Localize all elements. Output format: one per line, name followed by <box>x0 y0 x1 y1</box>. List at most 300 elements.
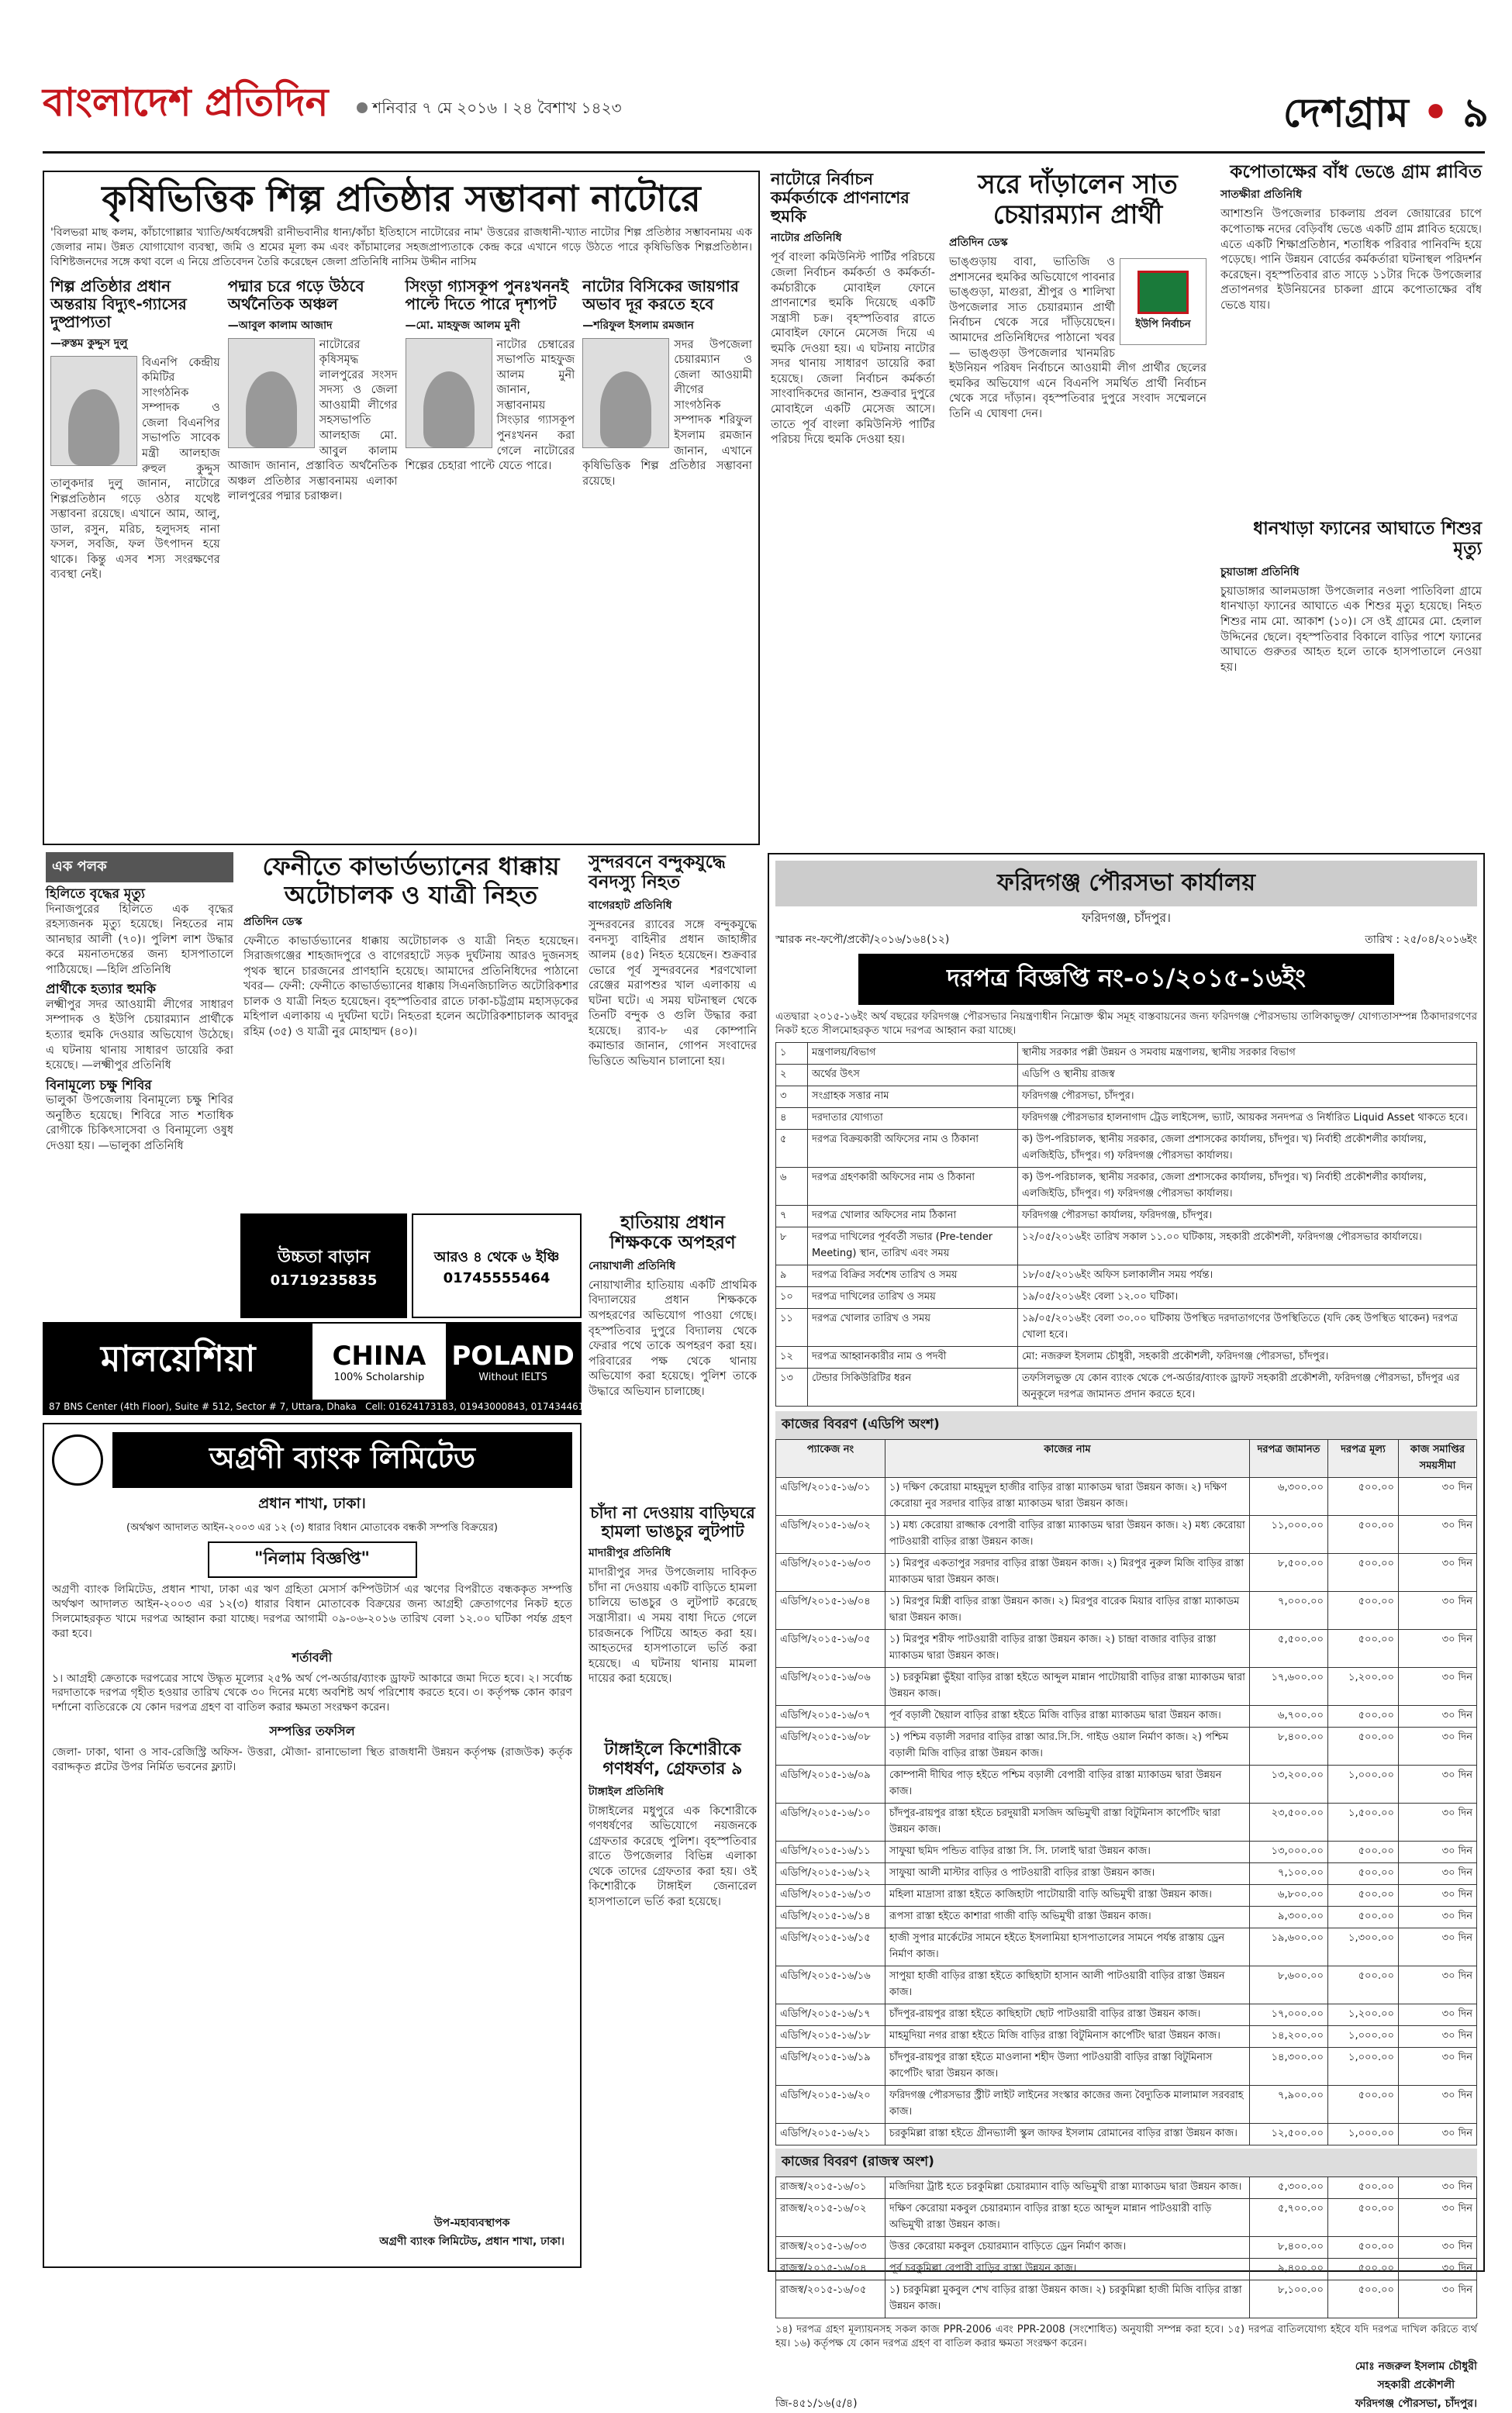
portrait-photo <box>582 338 669 448</box>
table-cell: ১,৩০০.০০ <box>1328 1928 1399 1966</box>
table-cell: চাঁদপুর-রায়পুর রাস্তা হইতে কাছিহাটা ছোট পাটওয়ারী বাড়ির রাস্তা উন্নয়ন কাজ। <box>885 2004 1250 2026</box>
table-cell: এডিপি/২০১৫-১৬/০৯ <box>776 1766 885 1804</box>
table-cell: ৫০০.০০ <box>1328 2280 1399 2318</box>
table-cell: ২৩,৫০০.০০ <box>1250 1804 1328 1842</box>
ad-address-text: 87 BNS Center (4th Floor), Suite # 512, Sector # 7, Uttara, Dhaka <box>49 1401 357 1412</box>
table-cell: ৫০০.০০ <box>1328 1907 1399 1928</box>
table-cell: ১) মিরপুর শরীফ পাটওয়ারী বাড়ির রাস্তা উন্নয়ন কাজ। ২) চান্দ্রা বাজার বাড়ির রাস্তা ম্যাকাডম দ্বারা উন্নয়ন কাজ। <box>885 1630 1250 1668</box>
table-cell: রাজস্ব/২০১৫-১৬/০৪ <box>776 2259 885 2280</box>
table-cell: ৩০ দিন <box>1399 2280 1477 2318</box>
ad-china-title: CHINA <box>332 1340 426 1372</box>
column-header: দরপত্র জামানত <box>1250 1440 1328 1478</box>
table-cell: ১৩,২০০.০০ <box>1250 1766 1328 1804</box>
rev-body <box>776 2177 1477 2318</box>
notice-title: "নিলাম বিজ্ঞপ্তি" <box>208 1541 417 1578</box>
lead-column-sub: নাটোর বিসিকের জায়গার অভাব দূর করতে হবে <box>582 276 739 313</box>
portrait-photo <box>406 338 492 448</box>
ad-cell: Cell: 01624173183, 01943000843, 01743446123 <box>365 1401 596 1412</box>
table-row <box>776 1043 1477 1065</box>
table-row <box>776 1347 1477 1369</box>
table-cell: চরকুমিল্লা রাস্তা হইতে গ্রীনভ্যালী স্কুল জাফর ইসলাম রোমানের বাড়ির রাস্তা উন্নয়ন কাজ। <box>885 2124 1250 2145</box>
table-cell: ৩০ দিন <box>1399 1863 1477 1885</box>
table-cell: ৯,৩০০.০০ <box>1250 1907 1328 1928</box>
lead-column-text: সদর উপজেলা চেয়ারম্যান ও জেলা আওয়ামী লীগের সাংগঠনিক সম্পাদক শরিফুল ইসলাম রমজান জানান, এখানে কৃষিভিত্তিক শিল্প প্রতিষ্ঠার সম্ভাবনা রয়েছে। <box>582 338 752 488</box>
table-row <box>776 1928 1477 1966</box>
article-body: নোয়াখালীর হাতিয়ায় একটি প্রাথমিক বিদ্যালয়ের প্রধান শিক্ষককে অপহরণের অভিযোগ পাওয়া গেছে। বৃহস্পতিবার দুপুরে বিদ্যালয় থেকে ফেরার পথে তাকে অপহরণ করা হয়। পরিবারের পক্ষ থেকে থানায় অভিযোগ করা হয়েছে। পুলিশ তাকে উদ্ধারে অভিযান চালাচ্ছে। <box>589 1279 757 1398</box>
table-cell: এডিপি/২০১৫-১৬/০৪ <box>776 1592 885 1630</box>
table-cell: ১) চরকুমিল্লা ভুঁইয়া বাড়ির রাস্তা হইতে আব্দুল মান্নান পাটোয়ারী বাড়ির রাস্তা ম্যাকাডম দ্বারা উন্নয়ন কাজ। <box>885 1668 1250 1706</box>
adp-label: কাজের বিবরণ (এডিপি অংশ) <box>775 1411 1477 1439</box>
table-cell: স্থানীয় সরকার পল্লী উন্নয়ন ও সমবায় মন্ত্রণালয়, স্থানীয় সরকার বিভাগ <box>1018 1043 1477 1065</box>
tender-rev-table <box>775 2177 1477 2318</box>
table-cell: এডিপি/২০১৫-১৬/১৪ <box>776 1907 885 1928</box>
table-cell: মজিদিয়া ট্রাষ্ট হতে চরকুমিল্লা চেয়ারম্যান বাড়ি অভিমুখী রাস্তা ম্যাকাডম দ্বারা উন্নয়ন কাজ। <box>885 2177 1250 2199</box>
table-cell: এডিপি/২০১৫-১৬/০৩ <box>776 1554 885 1592</box>
table-cell: ৬,৮০০.০০ <box>1250 1885 1328 1907</box>
article-byline: নাটোর প্রতিনিধি <box>771 232 842 245</box>
table-row <box>776 1706 1477 1728</box>
table-row <box>776 2237 1477 2259</box>
bullet-icon <box>357 102 368 113</box>
article-byline: মাদারীপুর প্রতিনিধি <box>589 1547 671 1560</box>
table-cell: ৩০ দিন <box>1399 1516 1477 1554</box>
table-cell: সংগ্রাহক সত্তার নাম <box>808 1086 1018 1108</box>
table-row <box>776 2004 1477 2026</box>
ad-poland <box>446 1324 580 1400</box>
table-cell: ১১ <box>776 1309 808 1347</box>
table-cell: এডিপি/২০১৫-১৬/২১ <box>776 2124 885 2145</box>
table-cell: ১) মধ্য কেরোয়া রাজ্জাক বেপারী বাড়ির রাস্তা ম্যাকাডম দ্বারা উন্নয়ন কাজ। ২) মধ্য কেরোয়া পাটওয়ারী বাড়ির রাস্তা উন্নয়ন কাজ। <box>885 1516 1250 1554</box>
table-cell: ১) পশ্চিম বড়ালী সরদার বাড়ির রাস্তা আর.সি.সি. গাইড ওয়াল নির্মাণ কাজ। ২) পশ্চিম বড়ালী মিজি বাড়ির রাস্তা উন্নয়ন কাজ। <box>885 1728 1250 1766</box>
table-cell: এডিপি/২০১৫-১৬/১৮ <box>776 2026 885 2048</box>
table-cell: এডিপি/২০১৫-১৬/০১ <box>776 1478 885 1516</box>
table-cell: ১,০০০.০০ <box>1328 2026 1399 2048</box>
table-cell: ৩০ দিন <box>1399 2237 1477 2259</box>
article-headline: টাঙ্গাইলে কিশোরীকে গণধর্ষণ, গ্রেফতার ৯ <box>602 1740 743 1780</box>
table-row <box>776 1966 1477 2004</box>
table-cell: ৩০ দিন <box>1399 2086 1477 2124</box>
schedule-title: সম্পত্তির তফসিল <box>269 1724 355 1739</box>
article-headline: ধানখাড়া ফ্যানের আঘাতে শিশুর মৃত্যু <box>1253 519 1482 560</box>
table-row <box>776 2177 1477 2199</box>
table-row <box>776 1265 1477 1287</box>
article-byline: চুয়াডাঙ্গা প্রতিনিধি <box>1220 565 1300 578</box>
table-cell: ১) চরকুমিল্লা মুকবুল শেখ বাড়ির রাস্তা উন্নয়ন কাজ। ২) চরকুমিল্লা হাজী মিজি বাড়ির রাস্তা উন্নয়ন কাজ। <box>885 2280 1250 2318</box>
tender-works-table <box>775 1439 1477 2145</box>
table-row <box>776 1369 1477 1407</box>
table-cell: ৩০ দিন <box>1399 1842 1477 1863</box>
table-cell: ৫,৫০০.০০ <box>1250 1630 1328 1668</box>
ad-china <box>312 1324 447 1400</box>
table-cell: মন্ত্রণালয়/বিভাগ <box>808 1043 1018 1065</box>
table-cell: রূপসা রাস্তা হইতে কাশারা গাজী বাড়ি অভিমুখী রাস্তা উন্নয়ন কাজ। <box>885 1907 1250 1928</box>
table-row <box>776 2259 1477 2280</box>
tender-info-body <box>776 1043 1477 1407</box>
article-byline: প্রতিদিন ডেস্ক <box>243 915 302 928</box>
table-cell: ৩০ দিন <box>1399 1928 1477 1966</box>
tender-office: ফরিদগঞ্জ পৌরসভা কার্যালয় <box>775 861 1477 906</box>
table-cell: ৩০ দিন <box>1399 2048 1477 2086</box>
section-name: দেশগ্রাম <box>1282 89 1409 136</box>
article-headline: ফেনীতে কাভার্ডভ্যানের ধাক্কায় অটোচালক ও যাত্রী নিহত <box>262 851 560 910</box>
lead-column <box>406 278 575 583</box>
schedule-body: জেলা- ঢাকা, থানা ও সাব-রেজিস্ট্রি অফিস- উত্তরা, মৌজা- রানাভোলা স্থিত রাজধানী উন্নয়ন কর্তৃপক্ষ (রাজউক) কর্তৃক বরাদ্দকৃত প্লটের উপর নির্মিত ভবনের ফ্ল্যাট। <box>52 1746 572 1774</box>
table-cell: ১) মিরপুর একতাপুর সরদার বাড়ির রাস্তা উন্নয়ন কাজ। ২) মিরপুর নুরুল মিজি বাড়ির রাস্তা ম্যাকাডম দ্বারা উন্নয়ন কাজ। <box>885 1554 1250 1592</box>
masthead-rule <box>43 151 1485 154</box>
table-cell: রাজস্ব/২০১৫-১৬/০২ <box>776 2199 885 2237</box>
column-header: দরপত্র মূল্য <box>1328 1440 1399 1478</box>
brief-headline: হিলিতে বৃদ্ধের মৃত্যু <box>46 886 145 902</box>
table-cell: দরপত্র বিক্রির সর্বশেষ তারিখ ও সময় <box>808 1265 1018 1287</box>
signature-title: সহকারী প্রকৌশলী <box>1377 2378 1455 2391</box>
ad-phone: 01719235835 <box>270 1272 378 1289</box>
article-headline: কপোতাক্ষের বাঁধ ভেঙে গ্রাম প্লাবিত <box>1230 162 1482 182</box>
table-cell: এডিপি/২০১৫-১৬/১০ <box>776 1804 885 1842</box>
works-head <box>776 1440 1477 1478</box>
table-cell: ক) উপ-পরিচালক, স্থানীয় সরকার, জেলা প্রশাসকের কার্যালয়, চাঁদপুর। খ) নির্বাহী প্রকৌশলীর কার্যালয়, এলজিইডি, চাঁদপুর। গ) ফরিদগঞ্জ পৌরসভা কার্যালয়। <box>1018 1168 1477 1206</box>
table-cell: ১ <box>776 1043 808 1065</box>
table-row <box>776 1086 1477 1108</box>
table-cell: ৩০ দিন <box>1399 2259 1477 2280</box>
lead-column <box>50 278 220 583</box>
table-cell: দরপত্র আহ্বানকারীর নাম ও পদবী <box>808 1347 1018 1369</box>
lead-column <box>228 278 398 583</box>
works-body <box>776 1478 1477 2145</box>
tender-office-sub: ফরিদগঞ্জ, চাঁদপুর। <box>1082 910 1171 925</box>
table-cell: ৫০০.০০ <box>1328 2086 1399 2124</box>
table-cell: ৮,১০০.০০ <box>1250 2280 1328 2318</box>
table-cell: মো: নজরুল ইসলাম চৌধুরী, সহকারী প্রকৌশলী, ফরিদগঞ্জ পৌরসভা, চাঁদপুর। <box>1018 1347 1477 1369</box>
table-cell: ৫০০.০০ <box>1328 1630 1399 1668</box>
table-row <box>776 1065 1477 1086</box>
ek-polok-title: এক পলক <box>46 852 233 882</box>
table-cell: টেন্ডার সিকিউরিটির ধরন <box>808 1369 1018 1407</box>
table-cell: এডিপি/২০১৫-১৬/১৫ <box>776 1928 885 1966</box>
table-cell: ১৪,৩০০.০০ <box>1250 2048 1328 2086</box>
table-cell: ৬,৩০০.০০ <box>1250 1478 1328 1516</box>
article-body: পূর্ব বাংলা কমিউনিস্ট পার্টির পরিচয়ে জেলা নির্বাচন কর্মকর্তা ও কর্মকর্তা-কর্মচারীকে মোবাইল ফোনে প্রাণনাশের হুমকি দিয়েছে একটি সন্ত্রাসী চক্র। বৃহস্পতিবার রাতে মোবাইল ফোনে মেসেজ দিয়ে এ হুমকি দেওয়া হয়। এ ঘটনায় নাটোর সদর থানায় সাধারণ ডায়েরি করা হয়েছে। জেলা নির্বাচন কর্মকর্তা সাংবাদিকদের জানান, শুক্রবার দুপুরে মোবাইলে একটি মেসেজ আসে। তাতে পূর্ব বাংলা কমিউনিস্ট পার্টির পরিচয় দিয়ে হুমকি দেওয়া হয়। <box>771 251 935 447</box>
article-headline: চাঁদা না দেওয়ায় বাড়িঘরে হামলা ভাঙচুর লুটপাট <box>590 1503 755 1541</box>
table-cell: রাজস্ব/২০১৫-১৬/০৩ <box>776 2237 885 2259</box>
article-body: টাঙ্গাইলের মধুপুরে এক কিশোরীকে গণধর্ষণের অভিযোগে নয়জনকে গ্রেফতার করেছে পুলিশ। বৃহস্পতিবার রাতে উপজেলার বিভিন্ন এলাকা থেকে তাদের গ্রেফতার করা হয়। ওই কিশোরীকে টাঙ্গাইল জেনারেল হাসপাতালে ভর্তি করা হয়েছে। <box>589 1804 757 1908</box>
tender-title: দরপত্র বিজ্ঞপ্তি নং-০১/২০১৫-১৬ইং <box>858 954 1394 1005</box>
table-cell: ৫০০.০০ <box>1328 2237 1399 2259</box>
signature-name: মোঃ নজরুল ইসলাম চৌধুরী <box>1355 2359 1477 2373</box>
table-cell: ৭ <box>776 1206 808 1227</box>
table-row <box>776 1907 1477 1928</box>
badge-label: ইউপি নির্বাচন <box>1135 318 1191 330</box>
ek-polok-box <box>43 849 236 1314</box>
table-row <box>776 2026 1477 2048</box>
agrani-bank-notice <box>43 1423 582 2268</box>
table-row <box>776 1108 1477 1130</box>
table-cell: ৫০০.০০ <box>1328 2199 1399 2237</box>
table-header-row <box>776 1440 1477 1478</box>
article-byline: টাঙ্গাইল প্রতিনিধি <box>589 1785 664 1798</box>
table-cell: ১৭,০০০.০০ <box>1250 2004 1328 2026</box>
table-cell: ৬ <box>776 1168 808 1206</box>
tender-memo-row <box>775 930 1477 949</box>
table-cell: ৩০ দিন <box>1399 1706 1477 1728</box>
table-cell: সাফুয়া ছমিদ পন্ডিত বাড়ির রাস্তা সি. সি. ঢালাই দ্বারা উন্নয়ন কাজ। <box>885 1842 1250 1863</box>
table-cell: ফরিদগঞ্জ পৌরসভার হালনাগাদ ট্রেড লাইসেন্স, ভ্যাট, আয়কর সনদপত্র ও নির্ধারিত Liquid Asset থাকতে হবে। <box>1018 1108 1477 1130</box>
article-body: মাদারীপুর সদর উপজেলায় দাবিকৃত চাঁদা না দেওয়ায় একটি বাড়িতে হামলা চালিয়ে ভাঙচুর ও লুটপাট করেছে সন্ত্রাসীরা। এ সময় বাধা দিতে গেলে চারজনকে পিটিয়ে আহত করা হয়। আহতদের হাসপাতালে ভর্তি করা হয়েছে। এ ঘটনায় থানায় মামলা দায়ের করা হয়েছে। <box>589 1566 757 1686</box>
table-row <box>776 1206 1477 1227</box>
notice-body: অগ্রণী ব্যাংক লিমিটেড, প্রধান শাখা, ঢাকা এর ঋণ গ্রহিতা মেসার্স কম্পিউটার্স এর ঋণের বিপরীতে বন্ধককৃত সম্পত্তি অর্থঋণ আদালত আইন-২০০৩ এর ১২(৩) ধারার বিধান মোতাবেক বিক্রয়ের জন্য আগ্রহী ক্রেতাগণের নিকট হতে সিলমোহরকৃত খামে দরপত্র আহ্বান করা যাচ্ছে। দরপত্র আগামী ০৯-০৬-২০১৬ তারিখ বেলা ১২.০০ ঘটিকা পর্যন্ত গ্রহণ করা হবে। <box>52 1583 572 1640</box>
table-row <box>776 2048 1477 2086</box>
table-cell: এডিপি/২০১৫-১৬/০৭ <box>776 1706 885 1728</box>
table-cell: ৩০ দিন <box>1399 2004 1477 2026</box>
article-fan-death <box>1217 516 1485 849</box>
table-cell: ১,২০০.০০ <box>1328 1668 1399 1706</box>
column-header: কাজ সমাপ্তির সময়সীমা <box>1399 1440 1477 1478</box>
table-cell: ১৩ <box>776 1369 808 1407</box>
bullet-icon: • <box>1422 89 1449 136</box>
table-cell: এডিপি/২০১৫-১৬/১২ <box>776 1863 885 1885</box>
table-cell: ৩০ দিন <box>1399 1668 1477 1706</box>
tender-notice <box>768 853 1485 2410</box>
table-row <box>776 1287 1477 1309</box>
table-cell: ১২/০৫/২০১৬ইং তারিখ সকাল ১১.০০ ঘটিকায়, সহকারী প্রকৌশলী, ফরিদগঞ্জ পৌরসভার কার্যালয়ে। <box>1018 1227 1477 1265</box>
brief-text: দিনাজপুরের হিলিতে এক বৃদ্ধের রহস্যজনক মৃত্যু হয়েছে। নিহতের নাম আনছার আলী (৭০)। পুলিশ লাশ উদ্ধার করে ময়নাতদন্তের জন্য হাসপাতালে পাঠিয়েছে। —হিলি প্রতিনিধি <box>46 903 233 976</box>
table-cell: ১২ <box>776 1347 808 1369</box>
table-cell: এডিপি/২০১৫-১৬/১১ <box>776 1842 885 1863</box>
table-cell: ৩০ দিন <box>1399 1554 1477 1592</box>
table-cell: ফরিদগঞ্জ পৌরসভার স্ট্রীট লাইট লাইনের সংস্কার কাজের জন্য বৈদ্যুতিক মালামাল সরবরাহ কাজ। <box>885 2086 1250 2124</box>
table-cell: অর্থের উৎস <box>808 1065 1018 1086</box>
table-row <box>776 1554 1477 1592</box>
terms-title: শর্তাবলী <box>292 1649 333 1665</box>
table-cell: ১৯/০৫/২০১৬ইং বেলা ৩০.০০ ঘটিকায় উপস্থিত দরদাতাগণের উপস্থিতিতে (যদি কেহ উপস্থিত থাকেন) দরপত্র খোলা হবে। <box>1018 1309 1477 1347</box>
table-cell: সাপুয়া হাজী বাড়ির রাস্তা হইতে কাছিহাটা হাসান আলী পাটওয়ারী বাড়ির রাস্তা উন্নয়ন কাজ। <box>885 1966 1250 2004</box>
table-cell: ৫০০.০০ <box>1328 1554 1399 1592</box>
table-cell: ৩০ দিন <box>1399 1966 1477 2004</box>
table-cell: ৩ <box>776 1086 808 1108</box>
article-byline: প্রতিদিন ডেস্ক <box>949 236 1008 250</box>
table-cell: ৩০ দিন <box>1399 1885 1477 1907</box>
signature-office: অগ্রণী ব্যাংক লিমিটেড, প্রধান শাখা, ঢাকা। <box>379 2235 564 2248</box>
table-cell: ২ <box>776 1065 808 1086</box>
table-row <box>776 1309 1477 1347</box>
article-byline: সাতক্ষীরা প্রতিনিধি <box>1220 188 1302 202</box>
masthead-logo: বাংলাদেশ প্রতিদিন <box>43 79 329 125</box>
lead-column-byline: —শরিফুল ইসলাম রমজান <box>582 319 694 332</box>
ballot-box-graphic <box>1120 258 1206 345</box>
table-cell: ১) মিরপুর মিস্ত্রী বাড়ির রাস্তা উন্নয়ন কাজ। ২) মিরপুর বারেক মিয়ার বাড়ির রাস্তা ম্যাকাডম দ্বারা উন্নয়ন কাজ। <box>885 1592 1250 1630</box>
tender-notes: ১৪) দরপত্র গ্রহণ মূল্যায়নসহ সকল কাজ PPR-2006 এবং PPR-2008 (সংশোধিত) অনুযায়ী সম্পন্ন করা হবে। ১৫) দরপত্র বাতিলযোগ্য হইবে যদি দরপত্র দাখিল করিতে ব্যর্থ হয়। ১৬) কর্তৃপক্ষ যে কোন দরপত্র গ্রহণ বা বাতিল করার ক্ষমতা সংরক্ষণ করেন। <box>775 2324 1477 2349</box>
table-cell: ৫০০.০০ <box>1328 1728 1399 1766</box>
table-cell: ৫০০.০০ <box>1328 1863 1399 1885</box>
lead-headline: কৃষিভিত্তিক শিল্প প্রতিষ্ঠার সম্ভাবনা নাটোরে <box>102 178 701 219</box>
table-cell: ৫০০.০০ <box>1328 1592 1399 1630</box>
bank-title: অগ্রণী ব্যাংক লিমিটেড <box>112 1432 572 1488</box>
terms-body: ১। আগ্রহী ক্রেতাকে দরপত্রের সাথে উদ্ধৃত মূল্যের ২৫% অর্থ পে-অর্ডার/ব্যাংক ড্রাফট আকারে জমা দিতে হবে। ২। সর্বোচ্চ দরদাতাকে দরপত্র গৃহীত হওয়ার তারিখ থেকে ৩০ দিনের মধ্যে অবশিষ্ট অর্থ পরিশোধ করতে হবে। ৩। কর্তৃপক্ষ কোন কারণ দর্শানো ব্যতিরেকে যে কোন দরপত্র গ্রহণ বা বাতিল করার ক্ষমতা সংরক্ষণ করেন। <box>52 1672 572 1714</box>
classified-ads-row <box>240 1213 582 1318</box>
table-cell: রাজস্ব/২০১৫-১৬/০১ <box>776 2177 885 2199</box>
table-cell: ৮,৫০০.০০ <box>1250 1554 1328 1592</box>
table-row <box>776 2280 1477 2318</box>
brief-headline: বিনামূল্যে চক্ষু শিবির <box>46 1077 152 1093</box>
ad-study-abroad <box>43 1322 596 1415</box>
notice-signature <box>379 2214 564 2251</box>
issue-date: ৭ মে ২০১৬ । ২৪ বৈশাখ ১৪২৩ <box>422 98 622 117</box>
signature-title: উপ-মহাব্যবস্থাপক <box>433 2217 510 2229</box>
issue-day: শনিবার <box>372 98 417 117</box>
table-row <box>776 1130 1477 1168</box>
table-cell: ১৯/০৫/২০১৬ইং বেলা ১২.০০ ঘটিকা। <box>1018 1287 1477 1309</box>
ad-height <box>240 1213 407 1318</box>
lead-column <box>582 278 752 583</box>
table-cell: ৭,০০০.০০ <box>1250 1592 1328 1630</box>
table-row <box>776 1168 1477 1206</box>
table-cell: দক্ষিণ কেরোয়া মকবুল চেয়ারম্যান বাড়ির রাস্তা হতে আব্দুল মান্নান পাটওয়ারী বাড়ি অভিমুখী রাস্তা উন্নয়ন কাজ। <box>885 2199 1250 2237</box>
lead-column-byline: —রুস্তম কুদ্দুস দুলু <box>50 337 128 350</box>
table-cell: ৩০ দিন <box>1399 1907 1477 1928</box>
table-cell: এডিপি/২০১৫-১৬/০৮ <box>776 1728 885 1766</box>
table-cell: ৫০০.০০ <box>1328 2259 1399 2280</box>
lead-intro: 'বিলভরা মাছ কলম, কাঁচাগোল্লার খ্যাতি/অর্ধবঙ্গেশ্বরী রানীভবানীর ধান্য/কাঁচা ইতিহাসে নাটোরের নাম' উত্তরের রাজধানী-খ্যাত নাটোর শিল্প প্রতিষ্ঠার সম্ভাবনাময় এক জেলার নাম। উন্নত যোগাযোগ ব্যবস্থা, জমি ও শ্রমের মূল্য কম এবং কাঁচামালের সহজপ্রাপ্যতাকে কেন্দ্র করে এখানে গড়ে উঠতে পারে কৃষিভিত্তিক শিল্পপ্রতিষ্ঠান। বিশিষ্টজনদের সঙ্গে কথা বলে এ নিয়ে প্রতিবেদন তৈরি করেছেন জেলা প্রতিনিধি নাসিম উদ্দীন নাসিম <box>50 226 752 268</box>
lead-story <box>43 171 760 845</box>
brief-headline: প্রার্থীকে হত্যার হুমকি <box>46 982 157 998</box>
table-row <box>776 1478 1477 1516</box>
table-cell: উত্তর কেরোয়া মকবুল চেয়ারম্যান বাড়িতে ড্রেন নির্মাণ কাজ। <box>885 2237 1250 2259</box>
lead-column-sub: শিল্প প্রতিষ্ঠার প্রধান অন্তরায় বিদ্যুৎ-গ্যাসের দুষ্প্রাপ্যতা <box>50 276 187 331</box>
article-hatiya <box>585 1210 760 1496</box>
tender-signature <box>1355 2357 1477 2413</box>
table-cell: ৩০ দিন <box>1399 1592 1477 1630</box>
lead-column-byline: —মো. মাহফুজ আলম মুনী <box>405 319 520 332</box>
ad-china-sub: 100% Scholarship <box>333 1371 425 1383</box>
table-cell: ৫,৩০০.০০ <box>1250 2177 1328 2199</box>
tender-footer <box>775 2357 1477 2413</box>
table-cell: এডিপি/২০১৫-১৬/০৫ <box>776 1630 885 1668</box>
lead-columns <box>50 278 752 583</box>
table-cell: ৩০ দিন <box>1399 1478 1477 1516</box>
article-body: চুয়াডাঙ্গার আলমডাঙ্গা উপজেলার নওলা পাতিবিলা গ্রামে ধানখাড়া ফ্যানের আঘাতে এক শিশুর মৃত্যু হয়েছে। নিহত শিশুর নাম মো. আকাশ (১০)। সে ওই গ্রামের মো. হেলাল উদ্দিনের ছেলে। বৃহস্পতিবার বিকালে বাড়ির পাশে ফ্যানের আঘাতে গুরুতর আহত হলে তাকে হাসপাতালে নেওয়া হয়। <box>1220 585 1482 674</box>
ad-poland-title: POLAND <box>451 1340 575 1372</box>
table-cell: ৪ <box>776 1108 808 1130</box>
ballot-box-icon <box>1137 271 1189 314</box>
ad-address <box>44 1400 596 1414</box>
table-row <box>776 1842 1477 1863</box>
table-cell: ৫০০.০০ <box>1328 2177 1399 2199</box>
table-cell: এডিপি/২০১৫-১৬/০৬ <box>776 1668 885 1706</box>
article-sundarban <box>585 849 760 1206</box>
bank-header <box>52 1432 572 1488</box>
ad-title: আরও ৪ থেকে ৬ ইঞ্চি <box>433 1248 560 1265</box>
table-cell: ৩০ দিন <box>1399 2026 1477 2048</box>
lead-column-byline: —আবুল কালাম আজাদ <box>227 319 333 332</box>
issue-meta <box>357 97 822 128</box>
tender-memo: স্মারক নং-ফপৌ/প্রকৌ/২০১৬/১৬৪(১২) <box>775 934 950 946</box>
portrait-photo <box>50 356 137 466</box>
table-cell: ৮,৬০০.০০ <box>1250 1966 1328 2004</box>
table-cell: সাফুয়া আলী মাস্টার বাড়ির ও পাটওয়ারী বাড়ির রাস্তা উন্নয়ন কাজ। <box>885 1863 1250 1885</box>
article-tangail <box>585 1737 760 2272</box>
brief-text: ভালুকা উপজেলায় বিনামূল্যে চক্ষু শিবির অনুষ্ঠিত হয়েছে। শিবিরে সাত শতাধিক রোগীকে চিকিৎসাসেবা ও বিনামূল্যে ওষুধ দেওয়া হয়। —ভালুকা প্রতিনিধি <box>46 1094 233 1152</box>
lead-column-text: বিএনপি কেন্দ্রীয় কমিটির সাংগঠনিক সম্পাদক ও জেলা বিএনপির সভাপতি সাবেক মন্ত্রী আলহাজ রুহুল কুদ্দুস তালুকদার দুলু জানান, নাটোরে শিল্পপ্রতিষ্ঠান গড়ে ওঠার যথেষ্ট সম্ভাবনা রয়েছে। এখানে আম, আলু, ডাল, রসুন, মরিচ, হলুদসহ নানা ফসল, সবজি, ফল উৎপাদন হয়ে থাকে। কিন্তু এসব শস্য সংরক্ষণের ব্যবস্থা নেই। <box>50 356 220 582</box>
table-cell: চাঁদপুর-রায়পুর রাস্তা হইতে চরদুয়ারী মসজিদ অভিমুখী রাস্তা বিটুমিনাস কার্পেটিং দ্বারা উন্নয়ন কাজ। <box>885 1804 1250 1842</box>
table-cell: ফরিদগঞ্জ পৌরসভা কার্যালয়, ফরিদগঞ্জ, চাঁদপুর। <box>1018 1206 1477 1227</box>
table-cell: ৭,১০০.০০ <box>1250 1863 1328 1885</box>
article-body: আশাশুনি উপজেলার চাকলায় প্রবল জোয়ারের চাপে কপোতাক্ষ নদের বেড়িবাঁধ ভেঙে একটি গ্রাম প্লাবিত হয়েছে। এতে একটি শিক্ষাপ্রতিষ্ঠান, শতাধিক পরিবার পানিবন্দি হয়ে পড়েছে। পানি উন্নয়ন বোর্ডের কর্মকর্তারা ঘটনাস্থল পরিদর্শন করেছেন। বৃহস্পতিবার রাত সাড়ে ১১টার দিকে উপজেলার প্রতাপনগর ইউনিয়নের চাকলা গ্রামে কপোতাক্ষের বাঁধ ভেঙে যায়। <box>1220 208 1482 312</box>
table-cell: ৩০ দিন <box>1399 2177 1477 2199</box>
table-cell: ৮,৪০০.০০ <box>1250 2237 1328 2259</box>
table-cell: ৩০ দিন <box>1399 1804 1477 1842</box>
table-cell: ১৯,৬০০.০০ <box>1250 1928 1328 1966</box>
article-natore-threat <box>768 167 938 849</box>
table-row <box>776 2086 1477 2124</box>
table-cell: ১৭,৬০০.০০ <box>1250 1668 1328 1706</box>
column-header: প্যাকেজ নং <box>776 1440 885 1478</box>
table-cell: মাহমুদিয়া নগর রাস্তা হইতে মিজি বাড়ির রাস্তা বিটুমিনাস কার্পেটিং দ্বারা উন্নয়ন কাজ। <box>885 2026 1250 2048</box>
table-cell: ৮,৪০০.০০ <box>1250 1728 1328 1766</box>
lead-column-text: নাটোর চেম্বারের সভাপতি মাহফুজ আলম মুনী জানান, সম্ভাবনাময় সিংড়ার গ্যাসকূপ পুনঃখনন করা গেলে নাটোরের শিল্পের চেহারা পাল্টে যেতে পারে। <box>405 338 575 473</box>
article-body: ভাঙ্গুড়ায় বাবা, ভাতিজি ও প্রশাসনের হুমকির অভিযোগে পাবনার ভাঙ্গুড়া, মাগুরা, শ্রীপুর ও শালিখা উপজেলার সাত চেয়ারম্যান প্রার্থী নির্বাচন থেকে সরে দাঁড়িয়েছেন। আমাদের প্রতিনিধিদের পাঠানো খবর— ভাঙ্গুড়া উপজেলার খানমরিচ ইউনিয়ন পরিষদ নির্বাচনে আওয়ামী লীগ প্রার্থীর ছেলের হুমকির অভিযোগ এনে বিএনপি সমর্থিত প্রার্থী নির্বাচন থেকে সরে দাঁড়ান। বৃহস্পতিবার দুপুরে সংবাদ সম্মেলনে তিনি এ ঘোষণা দেন। <box>949 256 1206 420</box>
table-cell: দরদাতার যোগ্যতা <box>808 1108 1018 1130</box>
table-cell: দরপত্র বিক্রয়কারী অফিসের নাম ও ঠিকানা <box>808 1130 1018 1168</box>
table-cell: ৩০ দিন <box>1399 1630 1477 1668</box>
bank-branch: প্রধান শাখা, ঢাকা। <box>258 1495 366 1512</box>
article-body: ফেনীতে কাভার্ডভ্যানের ধাক্কায় অটোচালক ও যাত্রী নিহত হয়েছেন। সিরাজগঞ্জের শাহজাদপুরে ও বাগেরহাটে সড়ক দুর্ঘটনায় আরও দুজনসহ পৃথক স্থানে চারজনের প্রাণহানি হয়েছে। আমাদের প্রতিনিধিদের পাঠানো খবর— ফেনী: ফেনীতে কাভার্ডভ্যানের ধাক্কায় সিএনজিচালিত অটোরিকশার চালক ও যাত্রী নিহত হয়েছেন। বৃহস্পতিবার রাতে ঢাকা-চট্টগ্রাম মহাসড়কের মহিপাল এলাকায় এ দুর্ঘটনা ঘটে। নিহতরা হলেন অটোরিকশাচালক আবদুর রহিম (৩৫) ও যাত্রী নুর মোহাম্মদ (৪০)। <box>243 934 578 1038</box>
table-cell: ১৩,০০০.০০ <box>1250 1842 1328 1863</box>
table-cell: ৫০০.০০ <box>1328 1842 1399 1863</box>
table-cell: ১২,৫০০.০০ <box>1250 2124 1328 2145</box>
article-seven-candidates <box>946 167 1210 849</box>
table-cell: ৫০০.০০ <box>1328 1966 1399 2004</box>
table-cell: ৩০ দিন <box>1399 1728 1477 1766</box>
table-cell: পূর্ব বড়ালী ছৈয়াল বাড়ির রাস্তা হইতে মিজি বাড়ির রাস্তা ম্যাকাডম দ্বারা উন্নয়ন কাজ। <box>885 1706 1250 1728</box>
table-row <box>776 1728 1477 1766</box>
table-cell: তফসিলভুক্ত যে কোন ব্যাংক থেকে পে-অর্ডার/ব্যাংক ড্রাফট সহকারী প্রকৌশলী, ফরিদগঞ্জ পৌরসভা, চাঁদপুর এর অনুকূলে দরপত্র জামানত প্রদান করতে হবে। <box>1018 1369 1477 1407</box>
table-cell: ১১,০০০.০০ <box>1250 1516 1328 1554</box>
lead-column-sub: সিংড়া গ্যাসকূপ পুনঃখননই পাল্টে দিতে পারে দৃশ্যপট <box>405 276 569 313</box>
table-cell: এডিপি/২০১৫-১৬/১৩ <box>776 1885 885 1907</box>
article-byline: নোয়াখালী প্রতিনিধি <box>589 1259 676 1272</box>
table-cell: ৩০ দিন <box>1399 2124 1477 2145</box>
section-header <box>1210 81 1489 143</box>
table-cell: ১) দক্ষিণ কেরোয়া মাহমুদুল হাজীর বাড়ির রাস্তা ম্যাকাডম দ্বারা উন্নয়ন কাজ। ২) দক্ষিণ কেরোয়া নুর সরদার বাড়ির রাস্তা ম্যাকাডম দ্বারা উন্নয়ন কাজ। <box>885 1478 1250 1516</box>
table-row <box>776 1804 1477 1842</box>
table-row <box>776 1516 1477 1554</box>
ad-height-2 <box>412 1213 582 1318</box>
tender-intro: এতদ্বারা ২০১৫-১৬ইং অর্থ বছরের ফরিদগঞ্জ পৌরসভার নিয়ন্ত্রণাধীন নিম্নোক্ত স্কীম সমূহ বাস্তবায়নের জন্য ফরিদগঞ্জ পৌরসভায় তালিকাভুক্ত/ যোগ্যতাসম্পন্ন ঠিকাদারগণের নিকট হতে সীলমোহরকৃত খামে দরপত্র আহ্বান করা যাচ্ছে। <box>775 1010 1477 1037</box>
table-cell: এডিপি/২০১৫-১৬/০২ <box>776 1516 885 1554</box>
tender-date: তারিখ : ২৫/০৪/২০১৬ইং <box>1365 934 1477 946</box>
table-cell: ৩০ দিন <box>1399 2199 1477 2237</box>
article-chanda <box>585 1500 760 1733</box>
bank-act: (অর্থঋণ আদালত আইন-২০০৩ এর ১২ (৩) ধারার বিধান মোতাবেক বন্ধকী সম্পত্তি বিক্রয়ের) <box>126 1522 498 1534</box>
ad-poland-sub: Without IELTS <box>478 1371 547 1383</box>
table-cell: ৩০ দিন <box>1399 1766 1477 1804</box>
article-headline: সরে দাঁড়ালেন সাত চেয়ারম্যান প্রার্থী <box>978 169 1178 231</box>
table-cell: কোম্পানী দীঘির পাড় হইতে পশ্চিম বড়ালী বেপারী বাড়ির রাস্তা ম্যাকাডম দ্বারা উন্নয়ন কাজ। <box>885 1766 1250 1804</box>
page-number: ৯ <box>1462 89 1489 136</box>
table-cell: ১,২০০.০০ <box>1328 2004 1399 2026</box>
article-kopotaksha <box>1217 159 1485 516</box>
table-row <box>776 2124 1477 2145</box>
table-cell: ৫০০.০০ <box>1328 1885 1399 1907</box>
table-cell: দরপত্র খোলার তারিখ ও সময় <box>808 1309 1018 1347</box>
brief-text: লক্ষ্মীপুর সদর আওয়ামী লীগের সাধারণ সম্পাদক ও ইউপি চেয়ারম্যান প্রার্থীকে হত্যার হুমকি দেওয়ার অভিযোগ উঠেছে। এ ঘটনায় থানায় সাধারণ ডায়েরি করা হয়েছে। —লক্ষ্মীপুর প্রতিনিধি <box>46 998 233 1072</box>
signature-office: ফরিদগঞ্জ পৌরসভা, চাঁদপুর। <box>1355 2397 1477 2410</box>
table-row <box>776 1766 1477 1804</box>
tender-code: জি-৪৫১/১৬(৫/৪) <box>775 2397 858 2410</box>
column-header: কাজের নাম <box>885 1440 1250 1478</box>
article-headline: নাটোরে নির্বাচন কর্মকর্তাকে প্রাণনাশের হুমকি <box>771 170 910 226</box>
table-cell: এডিপি ও স্থানীয় রাজস্ব <box>1018 1065 1477 1086</box>
table-cell: ১৮/০৫/২০১৬ইং অফিস চলাকালীন সময় পর্যন্ত। <box>1018 1265 1477 1287</box>
